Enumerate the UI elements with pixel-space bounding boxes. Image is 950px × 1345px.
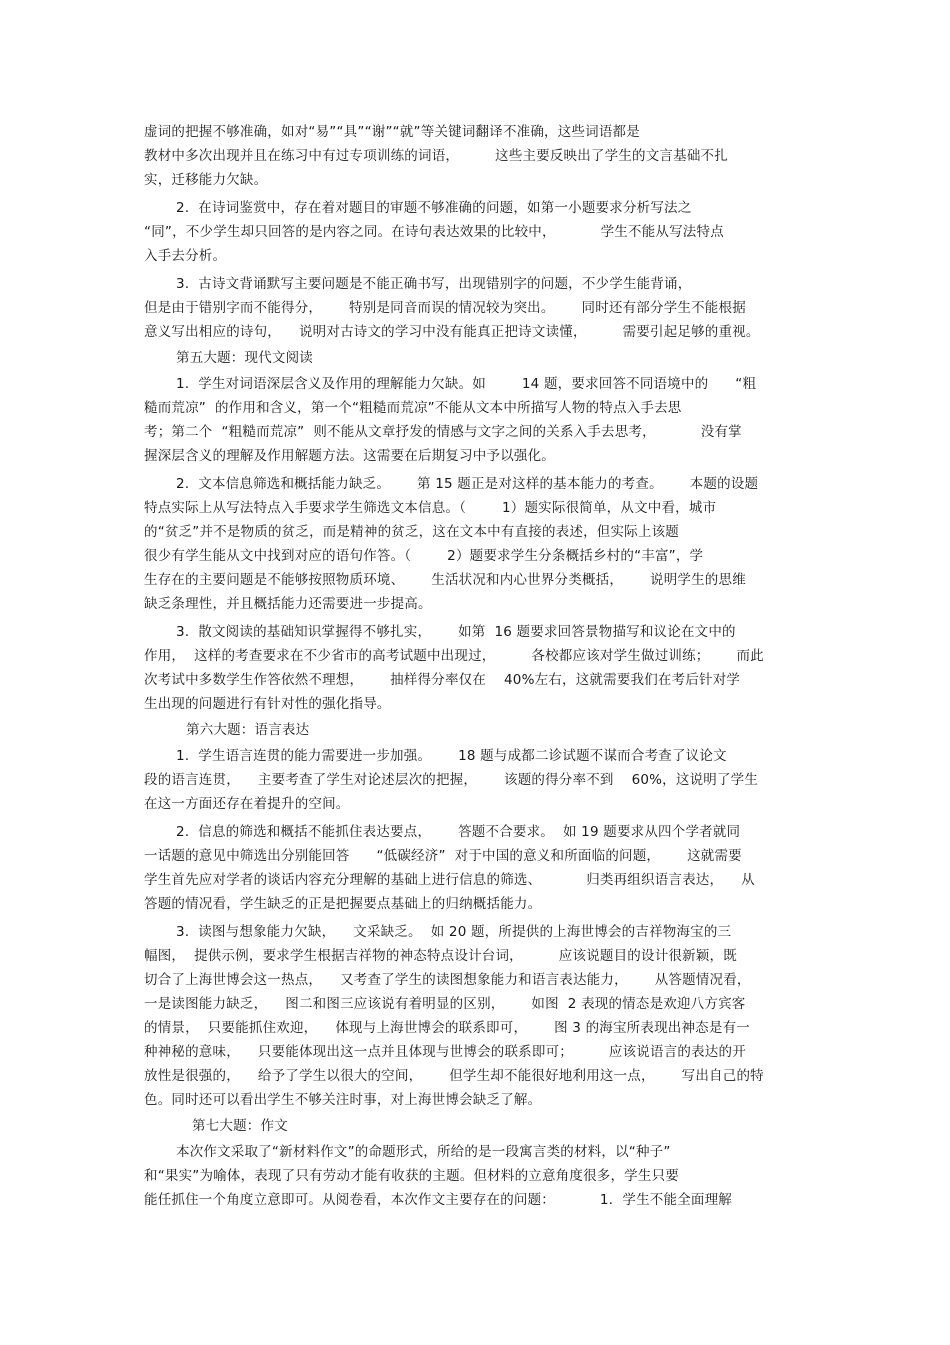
text-line: 1. 学生对词语深层含义及作用的理解能力欠缺。如 14 题，要求回答不同语境中的 “粗	[176, 376, 757, 392]
text-line: 意义写出相应的诗句， 说明对古诗文的学习中没有能真正把诗文读懂， 需要引起足够的重视。	[144, 324, 760, 340]
text-line: 放性是很强的， 给予了学生以很大的空间， 但学生却不能很好地利用这一点， 写出自己的特	[144, 1068, 764, 1084]
text-line: 2. 在诗词鉴赏中，存在着对题目的审题不够准确的问题，如第一小题要求分析写法之	[176, 200, 692, 216]
text-line: 2. 信息的筛选和概括不能抓住表达要点， 答题不合要求。 如 19 题要求从四个学者就同	[176, 824, 741, 840]
text-line: 虚词的把握不够准确，如对“易”“具”“谢”“就”等关键词翻译不准确，这些词语都是	[144, 124, 640, 140]
text-line: 一话题的意见中筛选出分别能回答 “低碳经济” 对于中国的意义和所面临的问题， 这就需要	[144, 848, 742, 864]
text-line: 特点实际上从写法特点入手要求学生筛选文本信息。（ 1）题实际很简单，从文中看，城市	[144, 500, 717, 516]
text-line: 在这一方面还存在着提升的空间。	[144, 796, 350, 812]
text-line: 的情景， 只要能抓住欢迎， 体现与上海世博会的联系即可， 图 3 的海宝所表现出神态是有一	[144, 1020, 750, 1036]
text-line: 能任抓住一个角度立意即可。从阅卷看，本次作文主要存在的问题： 1．学生不能全面理解	[144, 1192, 733, 1208]
text-line: 段的语言连贯， 主要考查了学生对论述层次的把握， 该题的得分率不到 60%，这说明了学生	[144, 772, 759, 788]
text-line: 教材中多次出现并且在练习中有过专项训练的词语， 这些主要反映出了学生的文言基础不扎	[144, 148, 728, 164]
text-line: 但是由于错别字而不能得分， 特别是同音而误的情况较为突出。 同时还有部分学生不能根据	[144, 300, 746, 316]
text-line: 第七大题：作文	[192, 1118, 288, 1134]
text-line: 本次作文采取了“新材料作文”的命题形式，所给的是一段寓言类的材料，以“种子”	[176, 1144, 671, 1160]
text-line: 的“贫乏”并不是物质的贫乏，而是精神的贫乏，这在文本中有直接的表述，但实际上该题	[144, 524, 679, 540]
text-line: 1. 学生语言连贯的能力需要进一步加强。 18 题与成都二诊试题不谋而合考查了议论文	[176, 748, 727, 764]
text-line: 2. 文本信息筛选和概括能力缺乏。 第 15 题正是对这样的基本能力的考查。 本题的设题	[176, 476, 759, 492]
text-line: 生存在的主要问题是不能够按照物质环境、 生活状况和内心世界分类概括， 说明学生的思维	[144, 572, 746, 588]
text-line: 一是读图能力缺乏， 图二和图三应该说有着明显的区别， 如图 2 表现的情态是欢迎八方宾客	[144, 996, 746, 1012]
text-line: 切合了上海世博会这一热点， 又考查了学生的读图想象能力和语言表达能力， 从答题情况看，	[144, 972, 751, 988]
text-line: 缺乏条理性，并且概括能力还需要进一步提高。	[144, 596, 432, 612]
text-line: 答题的情况看，学生缺乏的正是把握要点基础上的归纳概括能力。	[144, 896, 542, 912]
text-line: 入手去分析。	[144, 248, 227, 264]
text-line: 3. 古诗文背诵默写主要问题是不能正确书写，出现错别字的问题，不少学生能背诵，	[176, 276, 692, 292]
text-line: 第五大题：现代文阅读	[176, 350, 313, 366]
text-line: 幅图， 提供示例，要求学生根据吉祥物的神态特点设计台词， 应该说题目的设计很新颖，既	[144, 948, 737, 964]
text-line: 种神秘的意味， 只要能体现出这一点并且体现与世博会的联系即可； 应该说语言的表达的开	[144, 1044, 746, 1060]
text-line: 色。同时还可以看出学生不够关注时事，对上海世博会缺乏了解。	[144, 1092, 542, 1108]
text-line: 考；第二个 “粗糙而荒凉” 则不能从文章抒发的情感与文字之间的关系入手去思考， 没有掌	[144, 424, 742, 440]
text-line: 作用， 这样的考查要求在不少省市的高考试题中出现过， 各校都应该对学生做过训练； 而此	[144, 648, 764, 664]
text-line: 第六大题：语言表达	[186, 722, 310, 738]
text-line: 和“果实”为喻体，表现了只有劳动才能有收获的主题。但材料的立意角度很多，学生只要	[144, 1168, 679, 1184]
text-line: “同”，不少学生却只回答的是内容之同。在诗句表达效果的比较中， 学生不能从写法特点	[144, 224, 724, 240]
text-line: 很少有学生能从文中找到对应的语句作答。（ 2）题要求学生分条概括乡村的“丰富”，学	[144, 548, 704, 564]
text-line: 学生首先应对学者的谈话内容充分理解的基础上进行信息的筛选、 归类再组织语言表达， 从	[144, 872, 755, 888]
text-line: 3. 散文阅读的基础知识掌握得不够扎实， 如第 16 题要求回答景物描写和议论在文中的	[176, 624, 736, 640]
text-line: 生出现的问题进行有针对性的强化指导。	[144, 696, 391, 712]
text-line: 糙而荒凉” 的作用和含义，第一个“粗糙而荒凉”不能从文本中所描写人物的特点入手去思	[144, 400, 682, 416]
text-line: 次考试中多数学生作答依然不理想， 抽样得分率仅在 40%左右，这就需要我们在考后针对学	[144, 672, 741, 688]
text-line: 握深层含义的理解及作用解题方法。这需要在后期复习中予以强化。	[144, 448, 555, 464]
text-line: 3. 读图与想象能力欠缺， 文采缺乏。 如 20 题，所提供的上海世博会的吉祥物海宝的三	[176, 924, 732, 940]
text-line: 实，迁移能力欠缺。	[144, 172, 268, 188]
